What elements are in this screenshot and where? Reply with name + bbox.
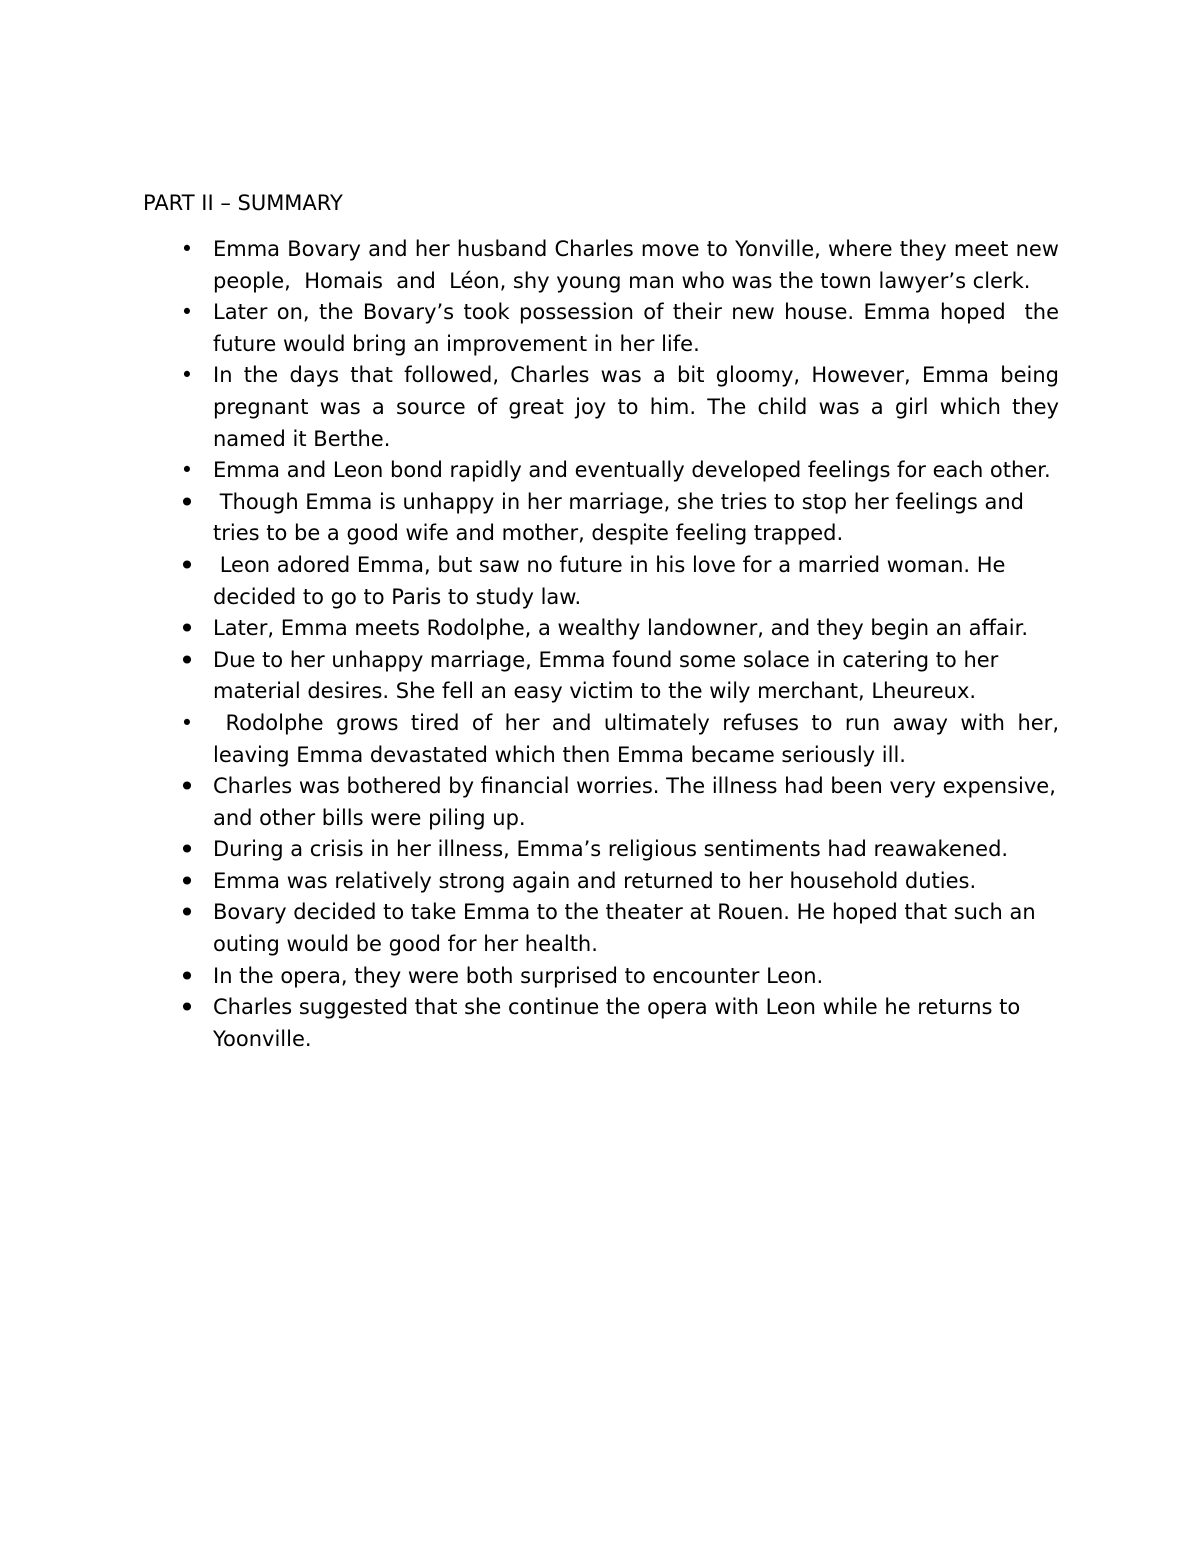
list-item-text: In the opera, they were both surprised to encounter Leon. [213, 963, 824, 988]
list-item [143, 455, 1059, 487]
list-item [143, 866, 1059, 898]
list-item-text: Charles was bothered by financial worries. The illness had been very expensive, and other bills were piling up. [213, 774, 1063, 830]
list-item [143, 834, 1059, 866]
bullet-icon: • [178, 770, 196, 804]
bullet-icon: • [178, 548, 196, 582]
list-item-text: Rodolphe grows tired of her and ultimately refuses to run away with her, leaving Emma devastated which then Emma became seriously ill. [213, 710, 1066, 767]
list-item [143, 360, 1066, 455]
bullet-icon: • [178, 485, 196, 519]
list-item [143, 992, 1059, 1055]
bullet-icon: • [178, 959, 196, 993]
bullet-icon: • [180, 237, 194, 261]
list-item-text: Due to her unhappy marriage, Emma found some solace in catering to her material desires. She fell an easy victim to the wily merchant, Lheureux. [213, 647, 1006, 704]
bullet-icon: • [178, 991, 196, 1025]
bullet-icon: • [178, 833, 196, 867]
list-item-text: Bovary decided to take Emma to the theater at Rouen. He hoped that such an outing would be good for her health. [213, 900, 1043, 957]
list-item [143, 708, 1066, 771]
list-item-text: During a crisis in her illness, Emma’s religious sentiments had reawakened. [213, 837, 1009, 862]
list-item [143, 645, 1059, 708]
bullet-icon: • [180, 363, 194, 388]
bullet-icon: • [180, 710, 194, 735]
list-item [143, 297, 1066, 360]
bullet-icon: • [178, 612, 196, 646]
list-item [143, 770, 1063, 834]
bullet-icon: • [180, 458, 194, 483]
list-item-text: Later on, the Bovary’s took possession of their new house. Emma hoped the future would bring an improvement in her life. [213, 300, 1066, 356]
list-item-text: Charles suggested that she continue the opera with Leon while he returns to Yoonville. [213, 995, 1027, 1051]
list-item [143, 234, 1066, 297]
bullet-icon: • [178, 864, 196, 898]
list-item [143, 961, 1059, 993]
list-item [143, 550, 1059, 613]
list-item-text: Emma was relatively strong again and returned to her household duties. [213, 868, 977, 893]
bullet-icon: • [178, 896, 196, 930]
bullet-icon: • [180, 300, 194, 325]
bullet-icon: • [178, 643, 196, 677]
page-title: PART II – SUMMARY [143, 191, 343, 215]
list-item-text: Emma and Leon bond rapidly and eventually developed feelings for each other. [213, 458, 1051, 483]
list-item-text: Leon adored Emma, but saw no future in his love for a married woman. He decided to go to Paris to study law. [213, 552, 1013, 609]
summary-list [143, 234, 1066, 1055]
list-item-text: Emma Bovary and her husband Charles move to Yonville, where they meet new people, Homais and Léon, shy young man who was the town lawyer’s clerk. [213, 237, 1066, 293]
list-item-text: Though Emma is unhappy in her marriage, she tries to stop her feelings and tries to be a good wife and mother, despite feeling trapped. [213, 489, 1031, 546]
list-item [143, 613, 1059, 645]
list-item-text: In the days that followed, Charles was a bit gloomy, However, Emma being pregnant was a source of great joy to him. The child was a girl which they named it Berthe. [213, 363, 1066, 451]
list-item [143, 897, 1059, 960]
list-item-text: Later, Emma meets Rodolphe, a wealthy landowner, and they begin an affair. [213, 616, 1028, 641]
list-item [143, 487, 1059, 550]
